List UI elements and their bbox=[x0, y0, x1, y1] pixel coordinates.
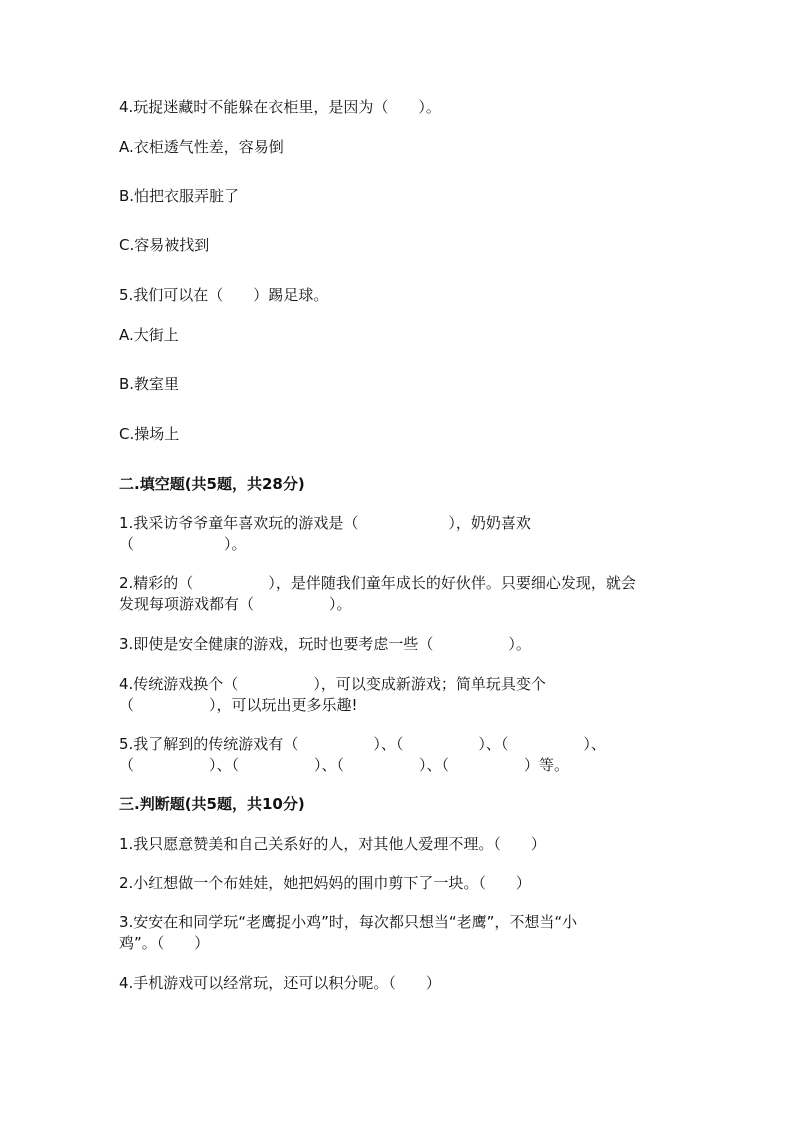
fill-question-5-line-2: （ ）、（ ）、（ ）、（ ）等。 bbox=[119, 756, 570, 774]
judge-question-1: 1.我只愿意赞美和自己关系好的人，对其他人爱理不理。（ ） bbox=[119, 835, 546, 853]
judge-question-3-line-2: 鸡”。（ ） bbox=[119, 934, 210, 952]
question-5-option-c: C.操场上 bbox=[119, 425, 180, 443]
question-4-option-b: B.怕把衣服弄脏了 bbox=[119, 187, 240, 205]
judge-question-3-line-1: 3.安安在和同学玩“老鹰捉小鸡”时，每次都只想当“老鹰”，不想当“小 bbox=[119, 913, 578, 931]
fill-question-5-line-1: 5.我了解到的传统游戏有（ ）、（ ）、（ ）、 bbox=[119, 735, 606, 753]
fill-question-4-line-2: （ ），可以玩出更多乐趣! bbox=[119, 696, 358, 714]
fill-question-4-line-1: 4.传统游戏换个（ ），可以变成新游戏；简单玩具变个 bbox=[119, 675, 546, 693]
judge-question-4: 4.手机游戏可以经常玩，还可以积分呢。（ ） bbox=[119, 974, 441, 992]
fill-question-2-line-2: 发现每项游戏都有（ ）。 bbox=[119, 595, 352, 613]
fill-question-1-line-1: 1.我采访爷爷童年喜欢玩的游戏是（ ），奶奶喜欢 bbox=[119, 514, 531, 532]
question-4-option-c: C.容易被找到 bbox=[119, 236, 210, 254]
section-judge-title: 三.判断题(共5题，共10分) bbox=[119, 795, 305, 813]
question-5-text: 5.我们可以在（ ）踢足球。 bbox=[119, 286, 329, 304]
fill-question-2-line-1: 2.精彩的（ ），是伴随我们童年成长的好伙伴。只要细心发现，就会 bbox=[119, 574, 636, 592]
question-5-option-a: A.大街上 bbox=[119, 326, 179, 344]
judge-question-2: 2.小红想做一个布娃娃，她把妈妈的围巾剪下了一块。（ ） bbox=[119, 874, 531, 892]
fill-question-1-line-2: （ ）。 bbox=[119, 535, 247, 553]
question-4-option-a: A.衣柜透气性差，容易倒 bbox=[119, 138, 284, 156]
question-5-option-b: B.教室里 bbox=[119, 375, 180, 393]
fill-question-3: 3.即使是安全健康的游戏，玩时也要考虑一些（ ）。 bbox=[119, 635, 531, 653]
question-4-text: 4.玩捉迷藏时不能躲在衣柜里，是因为（ ）。 bbox=[119, 98, 441, 116]
section-fill-title: 二.填空题(共5题，共28分) bbox=[119, 475, 305, 493]
